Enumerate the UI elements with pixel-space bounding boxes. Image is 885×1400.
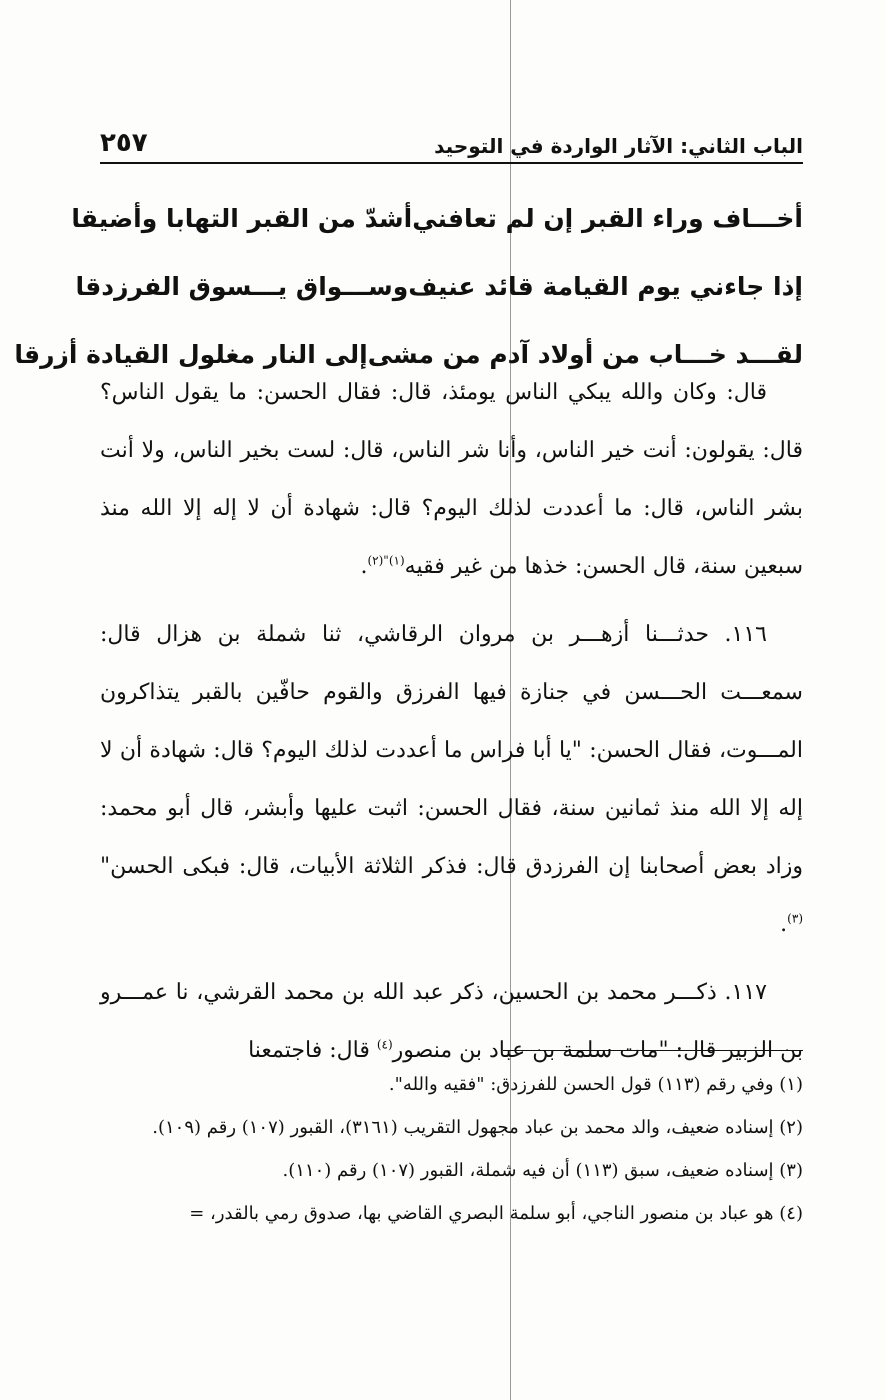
paragraph	[100, 606, 803, 954]
running-header	[100, 118, 803, 164]
footnote-ref[interactable]: (٤)	[376, 1037, 393, 1052]
footnotes	[100, 1066, 803, 1238]
footnote-ref[interactable]: (٣)	[787, 911, 803, 926]
footnote: (١) وفي رقم (١١٣) قول الحسن للفرزدق: "فقيه والله".	[388, 1074, 803, 1095]
paragraph-text: قال: وكان والله يبكي الناس يومئذ، قال: فقال الحسن: ما يقول الناس؟ قال: يقولون: أنت خير الناس، وأنا شر الناس، قال: لست بخير الناس، ولا أنت بشر الناس، قال: ما أعددت لذلك اليوم؟ قال: شهادة أن لا إله إلا الله منذ سبعين سنة، قال الحسن: خذها من غير فقيه	[100, 380, 803, 579]
paragraph-end: .	[360, 554, 368, 579]
footnote: (٤) هو عباد بن منصور الناجي، أبو سلمة البصري القاضي بها، صدوق رمي بالقدر، =	[189, 1203, 803, 1224]
paragraph	[100, 364, 803, 596]
footnote: (٢) إسناده ضعيف، والد محمد بن عباد مجهول التقريب (٣١٦١)، القبور (١٠٧) رقم (١٠٩).	[152, 1117, 803, 1138]
footnote-separator	[503, 1050, 803, 1051]
chapter-title: الباب الثاني: الآثار الواردة في التوحيد	[434, 134, 803, 158]
footnote: (٣) إسناده ضعيف، سبق (١١٣) أن فيه شملة، القبور (١٠٧) رقم (١١٠).	[282, 1160, 803, 1181]
paragraph-end: .	[780, 912, 788, 937]
paragraph-end: قال: فاجتمعنا	[248, 1038, 377, 1063]
paragraph	[100, 964, 803, 1080]
verse-first-hemistich: إذا جاءني يوم القيامة قائد عنيف	[408, 271, 803, 301]
paragraph-text: ١١٦. حدثـــنا أزهـــر بن مروان الرقاشي، ثنا شملة بن هزال قال: سمعـــت الحـــسن في جنازة فيها الفرزق والقوم حافّين بالقبر يتذاكرون المـــوت، فقال الحسن: "يا أبا فراس ما أعددت لذلك اليوم؟ قال: شهادة أن لا إله إلا الله منذ ثمانين سنة، فقال الحسن: اثبت عليها وأبشر، قال أبو محمد: وزاد بعض أصحابنا إن الفرزدق قال: فذكر الثلاثة الأبيات، قال: فبكى الحسن"	[100, 622, 803, 879]
verse-second-hemistich: وســـواق يـــسوق الفرزدقا	[75, 271, 409, 301]
verse-second-hemistich: إلى النار مغلول القيادة أزرقا	[14, 339, 368, 369]
poem	[14, 184, 803, 388]
verse-second-hemistich: أشدّ من القبر التهابا وأضيقا	[71, 203, 413, 233]
verse-line	[71, 184, 803, 252]
paragraph-text: ١١٧. ذكـــر محمد بن الحسين، ذكر عبد الله بن محمد القرشي، نا عمـــرو بن الزبير قال: "مات سلمة بن عباد بن منصور	[100, 980, 803, 1063]
page-number: ٢٥٧	[100, 128, 148, 158]
verse-line	[75, 252, 803, 320]
verse-first-hemistich: لقـــد خـــاب من أولاد آدم من مشى	[367, 339, 803, 369]
main-text	[100, 364, 803, 1090]
verse-first-hemistich: أخـــاف وراء القبر إن لم تعافني	[412, 203, 803, 233]
footnote-ref[interactable]: (١)"(٢)	[367, 553, 405, 568]
